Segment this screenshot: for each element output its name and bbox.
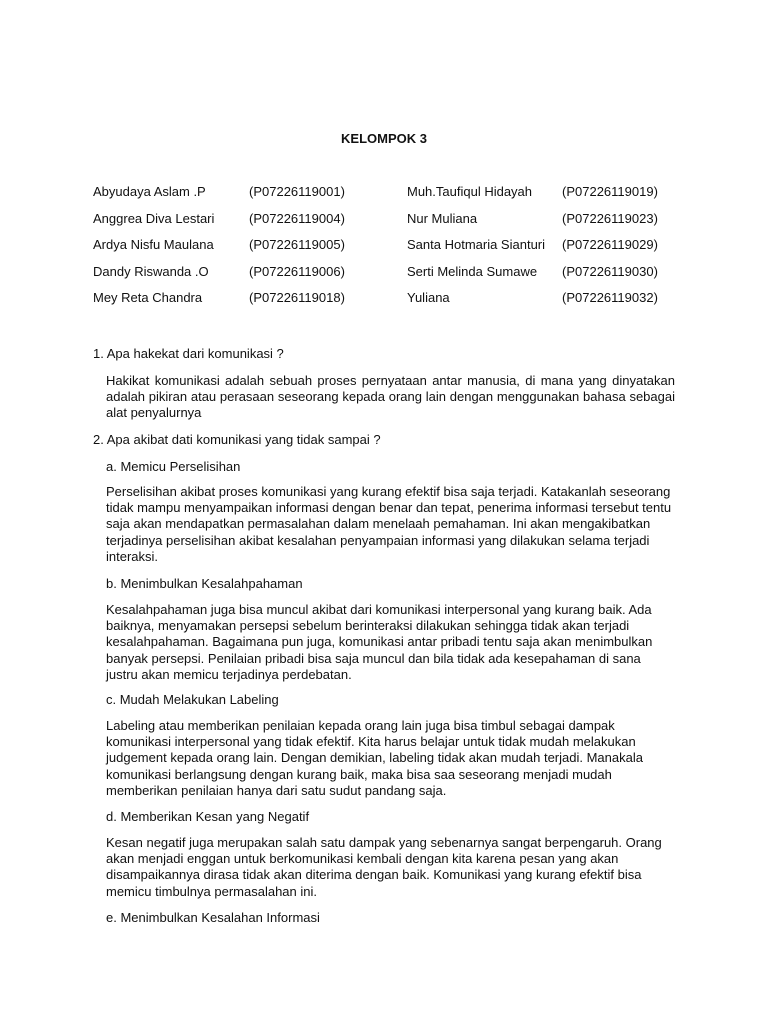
member-nim: (P07226119032) [562,290,658,306]
member-name: Anggrea Diva Lestari [93,210,215,226]
page-title: KELOMPOK 3 [341,131,427,146]
member-name: Ardya Nisfu Maulana [93,237,214,253]
member-name: Nur Muliana [407,210,478,226]
point-d-heading: d. Memberikan Kesan yang Negatif [106,809,310,824]
member-nim: (P07226119001) [249,184,345,199]
member-name: Yuliana [407,290,450,306]
point-a-text: Perselisihan akibat proses komunikasi yang kurang efektif bisa saja terjadi. Katakanlah seseorang tidak mampu menyampaikan informasi dengan benar dan tepat, penerima informasi tersebut tentu saja akan mendapatkan permasalahan dalam menelaah pemahaman. Ini akan mengakibatkan terjadinya perselisihan akibat kesalahan penyampaian informasi yang dilakukan selama terjadi interaksi. [106,484,672,564]
point-d-text: Kesan negatif juga merupakan salah satu dampak yang sebenarnya sangat berpengaruh. Orang akan menjadi enggan untuk berkomunikasi kembali dengan kita karena pesan yang akan disampaikannya dirasa tidak akan diterima dengan baik. Komunikasi yang kurang efektif bisa memicu timbulnya permasalahan ini. [106,835,662,899]
member-name: Abyudaya Aslam .P [93,184,206,199]
point-a-heading: a. Memicu Perselisihan [106,459,241,474]
member-row [93,264,693,291]
member-nim: (P07226119029) [562,237,658,253]
question-2: 2. Apa akibat dati komunikasi yang tidak sampai ? [93,432,381,447]
member-nim: (P07226119030) [562,263,658,279]
member-name: Santa Hotmaria Sianturi [407,237,546,253]
member-nim: (P07226119019) [562,184,658,199]
point-c-heading: c. Mudah Melakukan Labeling [106,692,279,707]
member-nim: (P07226119006) [249,263,345,279]
point-e-heading: e. Menimbulkan Kesalahan Informasi [106,910,320,925]
member-list [93,184,693,317]
member-row [93,237,693,264]
point-c-text: Labeling atau memberikan penilaian kepada orang lain juga bisa timbul sebagai dampak komunikasi interpersonal yang tidak efektif. Kita harus belajar untuk tidak mudah melakukan judgement kepada orang lain. Dengan demikian, labeling tidak akan mudah terjadi. Manakala komunikasi berlangsung dengan kurang baik, maka bisa saa seseorang menjadi mudah memberikan penilaian hanya dari satu sudut pandang saja. [106,718,643,798]
point-b-text: Kesalahpahaman juga bisa muncul akibat dari komunikasi interpersonal yang kurang baik. Ada baiknya, menyamakan persepsi sebelum berinteraksi dilakukan sehingga tidak akan terjadi kesalahpahaman. Bagaimana pun juga, komunikasi antar pribadi tentu saja akan menimbulkan banyak persepsi. Penilaian pribadi bisa saja muncul dan bila tidak ada kesepahaman di sana justru akan memicu terjadinya perdebatan. [106,602,653,682]
member-row [93,184,693,211]
member-name: Mey Reta Chandra [93,290,203,306]
member-nim: (P07226119018) [249,290,345,306]
answer-1: Hakikat komunikasi adalah sebuah proses pernyataan antar manusia, di mana yang dinyatakan adalah pikiran atau perasaan seseorang kepada orang lain dengan menggunakan bahasa sebagai alat penyalurnya [106,373,675,420]
member-name: Dandy Riswanda .O [93,263,209,279]
member-nim: (P07226119004) [249,210,345,226]
member-name: Muh.Taufiqul Hidayah [407,184,533,199]
member-row [93,290,693,317]
point-b-heading: b. Menimbulkan Kesalahpahaman [106,576,303,591]
member-name: Serti Melinda Sumawe [407,263,538,279]
member-nim: (P07226119005) [249,237,345,253]
member-nim: (P07226119023) [562,210,658,226]
member-row [93,211,693,238]
question-1: 1. Apa hakekat dari komunikasi ? [93,346,284,361]
